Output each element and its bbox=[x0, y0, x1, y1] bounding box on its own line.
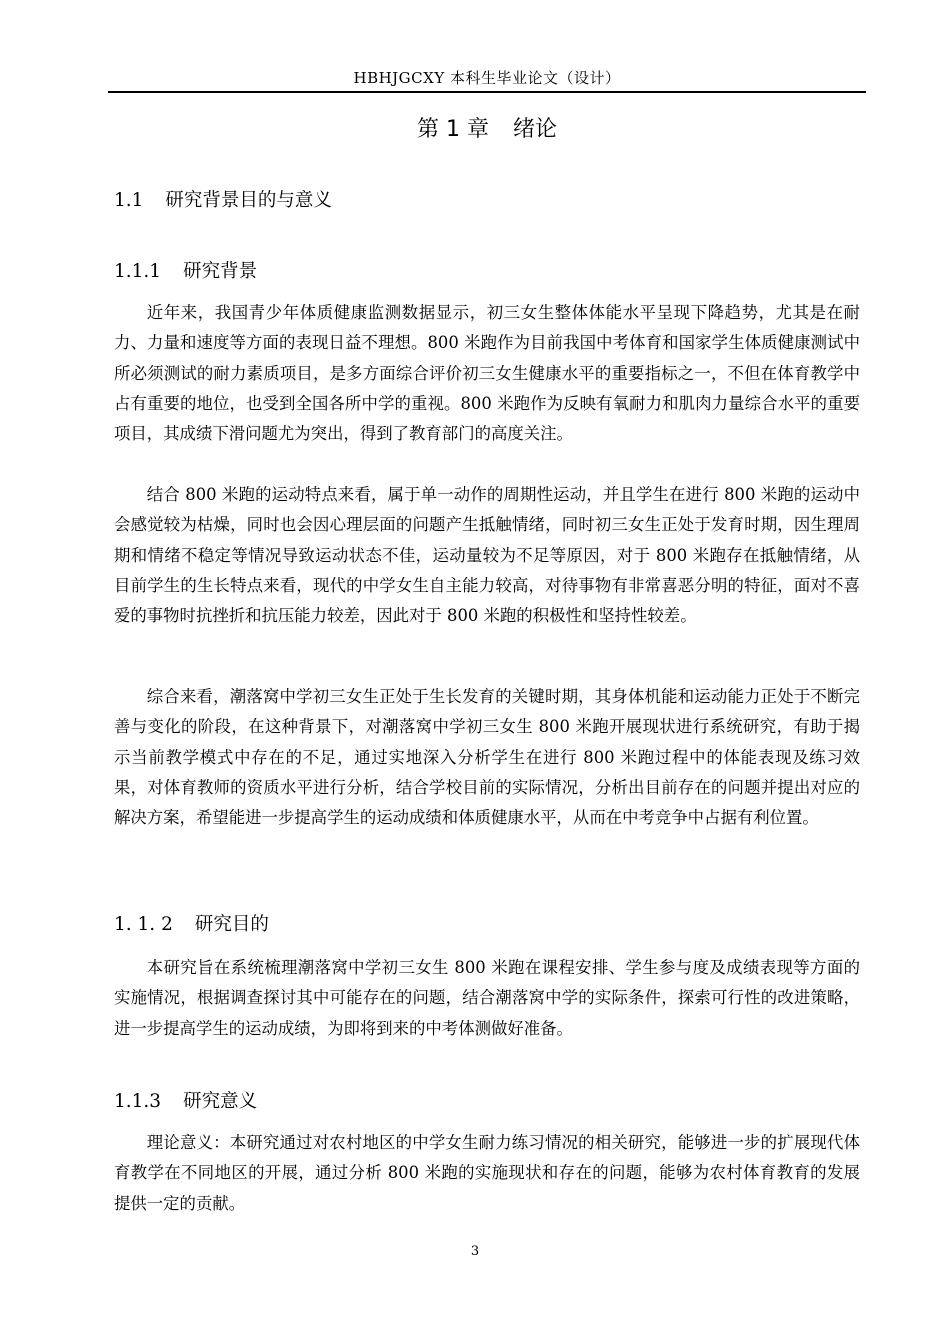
section-title: 研究意义 bbox=[183, 1091, 258, 1112]
paragraph-background-2: 结合 800 米跑的运动特点来看，属于单一动作的周期性运动，并且学生在进行 800 米跑的运动中会感觉较为枯燥，同时也会因心理层面的问题产生抵触情绪，同时初三女生正处于发育时期，因生理周期和情绪不稳定等情况导致运动状态不佳，运动量较为不足等原因，对于 800 米跑存在抵触情绪，从目前学生的生长特点来看，现代的中学女生自主能力较高，对待事物有非常喜恶分明的特征，面对不喜爱的事物时抗挫折和抗压能力较差，因此对于 800 米跑的积极性和坚持性较差。 bbox=[114, 485, 860, 626]
paragraph-background-3: 综合来看，潮落窝中学初三女生正处于生长发育的关键时期，其身体机能和运动能力正处于不断完善与变化的阶段，在这种背景下，对潮落窝中学初三女生 800 米跑开展现状进行系统研究，有助于揭示当前教学模式中存在的不足，通过实地深入分析学生在进行 800 米跑过程中的体能表现及练习效果，对体育教师的资质水平进行分析，结合学校目前的实际情况，分析出目前存在的问题并提出对应的解决方案，希望能进一步提高学生的运动成绩和体质健康水平，从而在中考竞争中占据有利位置。 bbox=[114, 687, 860, 828]
chapter-title bbox=[108, 114, 866, 146]
paragraph-significance: 理论意义：本研究通过对农村地区的中学女生耐力练习情况的相关研究，能够进一步的扩展现代体育教学在不同地区的开展，通过分析 800 米跑的实施现状和存在的问题，能够为农村体育教育的发展提供一定的贡献。 bbox=[114, 1133, 860, 1213]
chapter-name: 绪论 bbox=[512, 117, 557, 142]
page-number: 3 bbox=[470, 1244, 480, 1259]
header-rule bbox=[108, 91, 866, 93]
section-heading-1-1 bbox=[114, 187, 332, 215]
section-title: 研究背景目的与意义 bbox=[165, 190, 332, 211]
running-header: HBHJGCXY 本科生毕业论文（设计） bbox=[353, 69, 621, 87]
section-title: 研究背景 bbox=[183, 261, 258, 282]
section-heading-1-1-1 bbox=[114, 258, 257, 286]
section-number: 1.1.3 bbox=[114, 1091, 162, 1112]
chapter-number: 第 1 章 bbox=[417, 117, 489, 142]
section-number: 1. 1. 2 bbox=[114, 914, 173, 935]
paragraph-background-1: 近年来，我国青少年体质健康监测数据显示，初三女生整体体能水平呈现下降趋势，尤其是在耐力、力量和速度等方面的表现日益不理想。800 米跑作为目前我国中考体育和国家学生体质健康测试中所必须测试的耐力素质项目，是多方面综合评价初三女生健康水平的重要指标之一，不但在体育教学中占有重要的地位，也受到全国各所中学的重视。800 米跑作为反映有氧耐力和肌肉力量综合水平的重要项目，其成绩下滑问题尤为突出，得到了教育部门的高度关注。 bbox=[114, 303, 860, 444]
section-number: 1.1 bbox=[114, 190, 144, 211]
section-heading-1-1-2 bbox=[114, 911, 269, 939]
section-number: 1.1.1 bbox=[114, 261, 162, 282]
paragraph-purpose: 本研究旨在系统梳理潮落窝中学初三女生 800 米跑在课程安排、学生参与度及成绩表现等方面的实施情况，根据调查探讨其中可能存在的问题，结合潮落窝中学的实际条件，探索可行性的改进策略，进一步提高学生的运动成绩，为即将到来的中考体测做好准备。 bbox=[114, 958, 860, 1038]
section-title: 研究目的 bbox=[194, 914, 269, 935]
section-heading-1-1-3 bbox=[114, 1088, 257, 1116]
